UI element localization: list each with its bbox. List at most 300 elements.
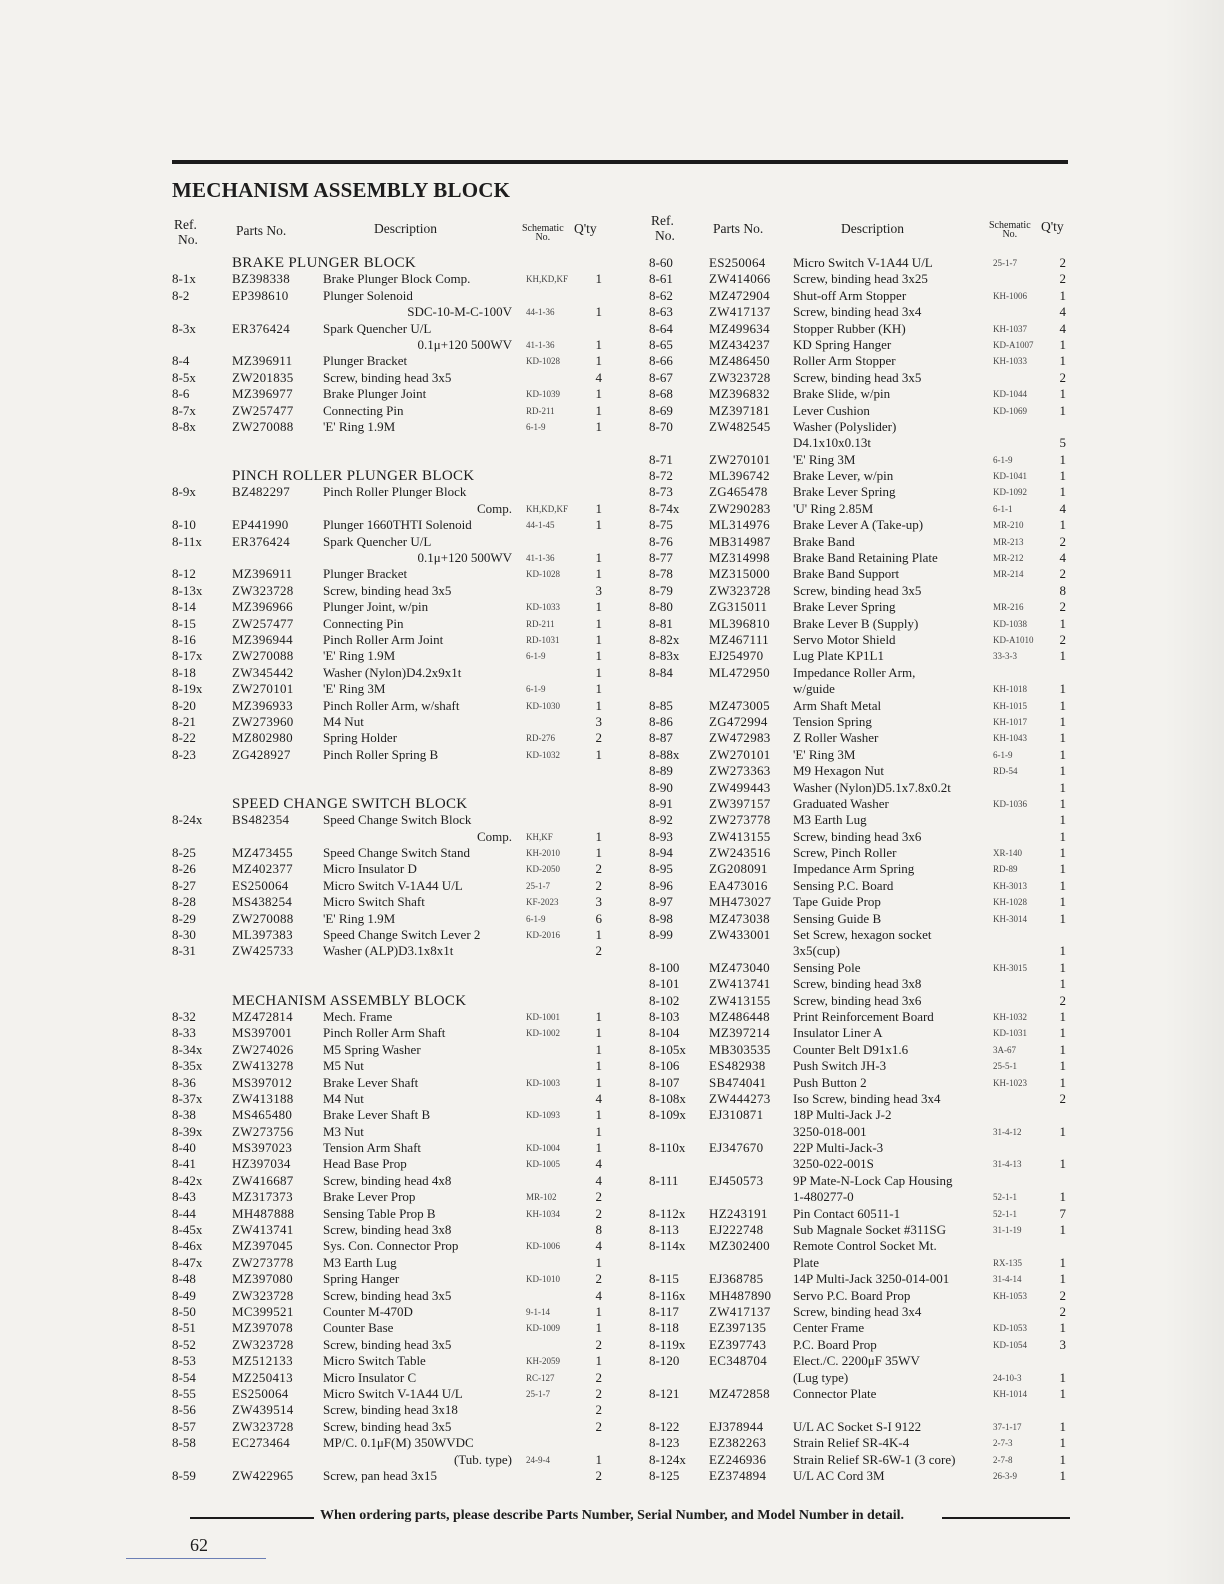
- schematic-no: KD-1069: [993, 405, 1027, 416]
- description: Brake Band Retaining Plate: [793, 550, 938, 566]
- parts-no: ZG428927: [232, 746, 291, 762]
- description: Spark Quencher U/L: [323, 320, 432, 336]
- table-row: [649, 599, 1073, 615]
- quantity: 1: [1059, 861, 1066, 877]
- description: Micro Insulator D: [323, 861, 417, 877]
- row-spacer: [172, 763, 612, 779]
- schematic-no: 25-1-7: [993, 258, 1017, 268]
- ref-no: 8-74x: [649, 500, 680, 516]
- description: Pin Contact 60511-1: [793, 1205, 901, 1221]
- parts-no: MH487888: [232, 1205, 295, 1221]
- description: Screw, binding head 3x5: [793, 582, 922, 598]
- quantity: 1: [1059, 402, 1066, 418]
- quantity: 1: [1059, 828, 1066, 844]
- description: Screw, binding head 3x5: [323, 1418, 452, 1434]
- parts-no: MZ402377: [232, 861, 293, 877]
- ref-no: 8-108x: [649, 1090, 686, 1106]
- ref-no: 8-88x: [649, 746, 680, 762]
- page-title: MECHANISM ASSEMBLY BLOCK: [172, 178, 511, 202]
- table-row: [649, 796, 1073, 812]
- description: Pinch Roller Spring B: [323, 746, 439, 762]
- parts-no: MZ397045: [232, 1238, 293, 1254]
- schematic-no: KH,KD,KF: [526, 274, 569, 285]
- description: SDC-10-M-C-100V: [407, 304, 512, 320]
- parts-no: EJ310871: [709, 1107, 764, 1123]
- description: 'E' Ring 3M: [793, 746, 856, 762]
- table-row: [172, 534, 612, 550]
- schematic-no: KD-A1010: [993, 634, 1034, 645]
- table-row: [172, 386, 612, 402]
- quantity: 1: [595, 1107, 602, 1123]
- quantity: 1: [1059, 713, 1066, 729]
- ref-no: 8-36: [172, 1074, 196, 1090]
- parts-no: EC273464: [232, 1435, 291, 1451]
- table-row: [172, 1353, 612, 1369]
- quantity: 2: [595, 1418, 602, 1434]
- description: Stopper Rubber (KH): [793, 320, 906, 336]
- quantity: 1: [1059, 746, 1066, 762]
- quantity: 1: [595, 402, 602, 418]
- description: 'E' Ring 1.9M: [323, 910, 396, 926]
- quantity: 1: [595, 1123, 602, 1139]
- schematic-no: 44-1-36: [526, 307, 555, 318]
- ref-no: 8-9x: [172, 484, 196, 500]
- section-title: PINCH ROLLER PLUNGER BLOCK: [232, 468, 475, 485]
- quantity: 1: [1059, 1385, 1066, 1401]
- ref-no: 8-5x: [172, 369, 196, 385]
- table-row: [649, 1075, 1073, 1091]
- parts-no: EZ374894: [709, 1467, 767, 1483]
- quantity: 2: [1059, 566, 1066, 582]
- parts-no: ZW323728: [232, 1287, 294, 1303]
- ref-no: 8-11x: [172, 533, 202, 549]
- ref-no: 8-7x: [172, 402, 196, 418]
- description: Impedance Roller Arm,: [793, 664, 916, 680]
- column-header: [649, 215, 1073, 255]
- parts-no: MS465480: [232, 1107, 293, 1123]
- description: Tension Arm Shaft: [323, 1140, 422, 1156]
- table-row: [649, 1386, 1073, 1402]
- table-row: [172, 911, 612, 927]
- header-parts: Parts No.: [236, 223, 287, 238]
- ref-no: 8-51: [172, 1320, 196, 1336]
- description: 'E' Ring 1.9M: [323, 418, 396, 434]
- description: 9P Mate-N-Lock Cap Housing: [793, 1172, 953, 1188]
- ref-no: 8-114x: [649, 1238, 686, 1254]
- ref-no: 8-8x: [172, 418, 196, 434]
- schematic-no: KD-1005: [526, 1159, 560, 1170]
- description: (Lug type): [793, 1369, 849, 1385]
- table-row: [649, 1353, 1073, 1369]
- description: Brake Lever Shaft B: [323, 1107, 431, 1123]
- ref-no: 8-79: [649, 582, 673, 598]
- ref-no: 8-113: [649, 1222, 679, 1238]
- parts-no: ZW397157: [709, 795, 771, 811]
- schematic-no: 44-1-45: [526, 520, 555, 531]
- ref-no: 8-99: [649, 927, 673, 943]
- schematic-no: 2-7-3: [993, 1438, 1013, 1449]
- table-row: [172, 1370, 612, 1386]
- quantity: 1: [595, 1025, 602, 1041]
- description: M5 Spring Washer: [323, 1041, 421, 1057]
- schematic-no: RD-211: [526, 618, 555, 629]
- quantity: 1: [595, 1058, 602, 1074]
- description: Plunger 1660THTI Solenoid: [323, 517, 472, 533]
- ref-no: 8-125: [649, 1467, 680, 1483]
- quantity: 3: [1059, 1336, 1066, 1352]
- description: Brake Lever B (Supply): [793, 615, 919, 631]
- ref-no: 8-107: [649, 1074, 680, 1090]
- table-row: [649, 1435, 1073, 1451]
- ref-no: 8-10: [172, 517, 196, 533]
- parts-no: ZW323728: [709, 369, 771, 385]
- quantity: 2: [1059, 271, 1066, 287]
- schematic-no: KD-1030: [526, 700, 560, 711]
- table-row: [172, 1042, 612, 1058]
- parts-no: MZ250413: [232, 1369, 293, 1385]
- table-row: [172, 1107, 612, 1123]
- description: Strain Relief SR-6W-1 (3 core): [793, 1451, 956, 1467]
- parts-no: ZW243516: [709, 845, 771, 861]
- quantity: 1: [595, 1074, 602, 1090]
- quantity: 1: [1059, 1271, 1066, 1287]
- schematic-no: KD-1039: [526, 389, 560, 400]
- table-row: [649, 1304, 1073, 1320]
- table-row: [649, 386, 1073, 402]
- quantity: 1: [1059, 976, 1066, 992]
- parts-no: ZW413278: [232, 1058, 294, 1074]
- description: Screw, binding head 3x25: [793, 271, 928, 287]
- ref-no: 8-116x: [649, 1287, 686, 1303]
- parts-no: EJ222748: [709, 1222, 764, 1238]
- parts-no: MZ472904: [709, 287, 770, 303]
- quantity: 1: [1059, 812, 1066, 828]
- quantity: 1: [595, 615, 602, 631]
- schematic-no: KH-1034: [526, 1208, 560, 1219]
- description: Brake Band: [793, 533, 855, 549]
- ref-no: 8-82x: [649, 631, 680, 647]
- schematic-no: KD-1036: [993, 798, 1027, 809]
- description: M3 Earth Lug: [323, 1254, 397, 1270]
- table-row: [649, 1452, 1073, 1468]
- ref-no: 8-69: [649, 402, 673, 418]
- schematic-no: KF-2023: [526, 897, 559, 908]
- table-row: [649, 452, 1073, 468]
- ref-no: 8-37x: [172, 1090, 203, 1106]
- description: Brake Lever, w/pin: [793, 468, 894, 484]
- schematic-no: 2-7-8: [993, 1454, 1013, 1465]
- table-row-continuation: [172, 1452, 612, 1468]
- schematic-no: KH-1017: [993, 716, 1027, 727]
- description: Micro Switch Table: [323, 1353, 426, 1369]
- schematic-no: KH-1033: [993, 356, 1027, 367]
- quantity: 2: [595, 1189, 602, 1205]
- parts-no: ES250064: [232, 1385, 289, 1401]
- quantity: 2: [1059, 992, 1066, 1008]
- schematic-no: 52-1-1: [993, 1192, 1017, 1203]
- table-row: [649, 878, 1073, 894]
- ref-no: 8-115: [649, 1271, 679, 1287]
- table-row: [172, 845, 612, 861]
- ref-no: 8-63: [649, 304, 673, 320]
- ref-no: 8-21: [172, 713, 196, 729]
- schematic-no: 24-10-3: [993, 1372, 1022, 1383]
- schematic-no: 26-3-9: [993, 1470, 1017, 1481]
- description: Screw, binding head 3x8: [793, 976, 922, 992]
- description: Plate: [793, 1254, 819, 1270]
- table-row: [649, 353, 1073, 369]
- table-row: [649, 255, 1073, 271]
- ref-no: 8-47x: [172, 1254, 203, 1270]
- description: 18P Multi-Jack J-2: [793, 1107, 892, 1123]
- quantity: 1: [1059, 1058, 1066, 1074]
- schematic-no: 6-1-9: [526, 913, 546, 924]
- description: M4 Nut: [323, 713, 364, 729]
- table-row: [649, 1337, 1073, 1353]
- ref-no: 8-60: [649, 255, 673, 270]
- parts-no: MS397012: [232, 1074, 293, 1090]
- quantity: 1: [1059, 730, 1066, 746]
- parts-no: MZ396832: [709, 386, 770, 402]
- schematic-no: KH-3013: [993, 880, 1027, 891]
- table-row: [172, 1255, 612, 1271]
- description: Sensing P.C. Board: [793, 877, 894, 893]
- table-row: [172, 1009, 612, 1025]
- table-row-continuation: [649, 1189, 1073, 1205]
- schematic-no: KD-1038: [993, 618, 1027, 629]
- parts-no: EA473016: [709, 877, 768, 893]
- quantity: 2: [1059, 1304, 1066, 1319]
- description: 'E' Ring 1.9M: [323, 648, 396, 664]
- ref-no: 8-120: [649, 1353, 680, 1369]
- parts-no: MZ472814: [232, 1008, 293, 1024]
- ref-no: 8-103: [649, 1008, 680, 1024]
- parts-no: MZ302400: [709, 1238, 770, 1254]
- schematic-no: KD-1044: [993, 389, 1027, 400]
- description: Comp.: [476, 500, 512, 516]
- table-row: [172, 1173, 612, 1189]
- schematic-no: KD-1092: [993, 487, 1027, 498]
- ref-no: 8-22: [172, 730, 196, 746]
- parts-no: MZ315000: [709, 566, 770, 582]
- quantity: 1: [1059, 779, 1066, 795]
- table-row: [172, 878, 612, 894]
- schematic-no: 6-1-9: [993, 454, 1013, 465]
- description: U/L AC Cord 3M: [793, 1467, 885, 1483]
- quantity: 3: [595, 582, 602, 598]
- parts-no: ZW413155: [709, 828, 771, 844]
- table-row: [649, 271, 1073, 287]
- ref-no: 8-76: [649, 533, 673, 549]
- description: Speed Change Switch Block: [323, 812, 472, 828]
- description: 3250-018-001: [793, 1123, 867, 1139]
- description: Shut-off Arm Stopper: [793, 287, 907, 303]
- parts-no: ER376424: [232, 533, 291, 549]
- ref-no: 8-32: [172, 1008, 196, 1024]
- quantity: 1: [1059, 1451, 1066, 1467]
- ref-no: 8-62: [649, 287, 673, 303]
- table-row: [649, 1173, 1073, 1189]
- table-row: [649, 1206, 1073, 1222]
- ref-no: 8-61: [649, 271, 673, 287]
- ref-no: 8-57: [172, 1418, 196, 1434]
- table-row: [649, 403, 1073, 419]
- table-row: [649, 550, 1073, 566]
- description: Screw, binding head 3x6: [793, 992, 922, 1008]
- description: M3 Earth Lug: [793, 812, 867, 828]
- table-row: [172, 714, 612, 730]
- table-row: [172, 894, 612, 910]
- parts-no: ZW439514: [232, 1402, 294, 1418]
- parts-no: MZ802980: [232, 730, 293, 746]
- table-row: [172, 730, 612, 746]
- table-row-continuation: [172, 501, 612, 517]
- table-row-continuation: [649, 1255, 1073, 1271]
- table-row: [649, 648, 1073, 664]
- description: M9 Hexagon Nut: [793, 763, 884, 779]
- quantity: 2: [1059, 631, 1066, 647]
- table-row: [649, 370, 1073, 386]
- table-row: [649, 861, 1073, 877]
- description: Tension Spring: [793, 713, 872, 729]
- table-row: [172, 599, 612, 615]
- parts-no: ES482938: [709, 1058, 766, 1074]
- schematic-no: RD-89: [993, 864, 1018, 875]
- table-row: [172, 1075, 612, 1091]
- parts-no: ZW417137: [709, 1304, 771, 1319]
- schematic-no: 25-1-7: [526, 1388, 550, 1399]
- quantity: 1: [1059, 877, 1066, 893]
- quantity: 1: [1059, 959, 1066, 975]
- parts-no: ZG315011: [709, 599, 768, 615]
- table-row: [649, 1419, 1073, 1435]
- description: Pinch Roller Arm Joint: [323, 631, 444, 647]
- ref-no: 8-87: [649, 730, 673, 746]
- ref-no: 8-42x: [172, 1172, 203, 1188]
- table-row-continuation: [172, 550, 612, 566]
- ref-no: 8-94: [649, 845, 673, 861]
- quantity: 1: [1059, 287, 1066, 303]
- ref-no: 8-71: [649, 451, 673, 467]
- ref-no: 8-110x: [649, 1140, 686, 1156]
- schematic-no: KD-1003: [526, 1077, 560, 1088]
- description: Sensing Guide B: [793, 910, 882, 926]
- quantity: 2: [595, 1271, 602, 1287]
- description: Comp.: [476, 828, 512, 844]
- parts-no: MC399521: [232, 1304, 294, 1319]
- parts-no: MZ473038: [709, 910, 770, 926]
- parts-no: EJ378944: [709, 1418, 764, 1434]
- description: Counter Belt D91x1.6: [793, 1041, 909, 1057]
- quantity: 7: [1059, 1205, 1066, 1221]
- schematic-no: 37-1-17: [993, 1421, 1022, 1432]
- parts-no: ZW323728: [232, 582, 294, 598]
- quantity: 4: [1059, 304, 1066, 320]
- quantity: 1: [1059, 1123, 1066, 1139]
- schematic-no: KH-3015: [993, 962, 1027, 973]
- parts-no: ZW270101: [709, 746, 771, 762]
- schematic-no: 6-1-1: [993, 503, 1013, 514]
- quantity: 1: [1059, 943, 1066, 959]
- schematic-no: 3A-67: [993, 1044, 1016, 1055]
- header-schematic: Schematic No.: [989, 220, 1031, 240]
- parts-no: MZ486448: [709, 1008, 770, 1024]
- description: Brake Plunger Joint: [323, 386, 427, 402]
- table-row: [172, 271, 612, 287]
- schematic-no: KD-1028: [526, 569, 560, 580]
- ref-no: 8-13x: [172, 582, 203, 598]
- quantity: 5: [1059, 435, 1066, 451]
- description: Screw, binding head 3x5: [323, 582, 452, 598]
- table-row: [172, 1337, 612, 1353]
- quantity: 1: [595, 828, 602, 844]
- quantity: 2: [1059, 1287, 1066, 1303]
- description: D4.1x10x0.13t: [793, 435, 871, 451]
- quantity: 3: [595, 713, 602, 729]
- right-column: [649, 215, 1073, 1484]
- top-rule: [172, 160, 1068, 164]
- description: Print Reinforcement Board: [793, 1008, 934, 1024]
- parts-no: ZW444273: [709, 1090, 771, 1106]
- description: Set Screw, hexagon socket: [793, 927, 932, 943]
- section-heading: [172, 993, 612, 1009]
- left-column: [172, 215, 612, 1484]
- parts-no: MZ317373: [232, 1189, 293, 1205]
- description: Mech. Frame: [323, 1008, 393, 1024]
- description: Screw, binding head 3x18: [323, 1402, 458, 1418]
- table-row: [172, 1435, 612, 1451]
- table-row: [649, 566, 1073, 582]
- table-row: [649, 1271, 1073, 1287]
- description: Micro Switch V-1A44 U/L: [323, 877, 463, 893]
- parts-no: MZ396966: [232, 599, 293, 615]
- description: Speed Change Switch Stand: [323, 845, 470, 861]
- schematic-no: 31-1-19: [993, 1225, 1022, 1236]
- table-row: [649, 1042, 1073, 1058]
- parts-no: EJ254970: [709, 648, 764, 664]
- quantity: 1: [595, 697, 602, 713]
- ref-no: 8-85: [649, 697, 673, 713]
- table-row: [649, 534, 1073, 550]
- table-row: [172, 419, 612, 435]
- ref-no: 8-20: [172, 697, 196, 713]
- ref-no: 8-83x: [649, 648, 680, 664]
- ref-no: 8-78: [649, 566, 673, 582]
- table-row: [172, 698, 612, 714]
- ref-no: 8-41: [172, 1156, 196, 1172]
- table-row: [172, 1222, 612, 1238]
- description: Roller Arm Stopper: [793, 353, 896, 369]
- ref-no: 8-59: [172, 1467, 196, 1483]
- ref-no: 8-2: [172, 287, 190, 303]
- schematic-no: RD-211: [526, 405, 555, 416]
- parts-no: ZW257477: [232, 402, 294, 418]
- table-row: [172, 1271, 612, 1287]
- parts-no: ZW201835: [232, 369, 294, 385]
- description: M5 Nut: [323, 1058, 364, 1074]
- row-spacer: [172, 435, 612, 451]
- table-row: [649, 419, 1073, 435]
- quantity: 2: [1059, 599, 1066, 615]
- description: Brake Lever Prop: [323, 1189, 416, 1205]
- schematic-no: KH-1037: [993, 323, 1027, 334]
- schematic-no: 6-1-9: [526, 651, 546, 662]
- description: Screw, binding head 3x5: [793, 369, 922, 385]
- quantity: 2: [595, 730, 602, 746]
- table-row: [649, 763, 1073, 779]
- schematic-no: KD-1009: [526, 1323, 560, 1334]
- table-row: [649, 747, 1073, 763]
